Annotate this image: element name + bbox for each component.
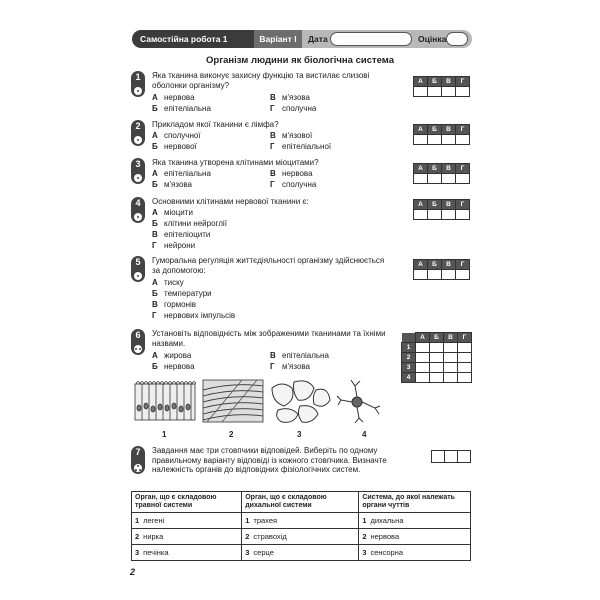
- table-row: 2 нирка 2 стравохід 2 нервова: [132, 529, 471, 545]
- variant-label: Варіант І: [254, 30, 302, 48]
- table-header: Орган, що є складовою дихальної системи: [242, 492, 359, 513]
- muscle-tissue-drawing: [202, 378, 264, 424]
- option: Г епітеліальної: [270, 142, 332, 151]
- answer-grid-5[interactable]: А Б В Г: [413, 259, 470, 280]
- option: Б нервової: [152, 142, 197, 151]
- option: Б нервова: [152, 362, 195, 371]
- table-header: Орган, що є складовою травної системи: [132, 492, 242, 513]
- option: Г м'язова: [270, 362, 310, 371]
- question-number-badge: 3: [131, 158, 145, 184]
- option: В нервова: [270, 169, 313, 178]
- question-text: Гуморальна регуляція життєдіяльності організму здійснюється за допомогою:: [152, 256, 385, 275]
- question-text: Завдання має три стовпчики відповідей. Виберіть по одному правильному варіанту відповіді із кожного стовпчика. Визначте належність органів до відповідних фізіологічних систем.: [152, 446, 387, 474]
- answer-boxes-7[interactable]: [431, 450, 470, 468]
- option: Г сполучна: [270, 104, 317, 113]
- answer-grid-4[interactable]: А Б В Г: [413, 199, 470, 220]
- date-field[interactable]: [330, 32, 412, 46]
- date-label: Дата: [308, 34, 328, 44]
- option: Б температури: [152, 289, 212, 298]
- option: А сполучної: [152, 131, 201, 140]
- question-text: Яка тканина утворена клітинами міоцитами?: [152, 158, 319, 167]
- illustration-number: 1: [162, 430, 167, 439]
- option: А міоцити: [152, 208, 193, 217]
- adipose-tissue-drawing: [270, 378, 332, 424]
- page-number: 2: [130, 567, 136, 577]
- question-number-badge: 4: [131, 197, 145, 223]
- page-title: Організм людини як біологічна система: [206, 55, 394, 66]
- option: А тиску: [152, 278, 184, 287]
- option: В епітеліальна: [270, 351, 329, 360]
- option: В гормонів: [152, 300, 197, 309]
- option: А епітеліальна: [152, 169, 211, 178]
- question-text: Установіть відповідність між зображеними тканинами та їхніми назвами.: [152, 329, 386, 348]
- question-number-badge: 5: [131, 256, 145, 282]
- grade-field[interactable]: [446, 32, 468, 46]
- question-number-badge: 6: [131, 329, 145, 355]
- table-header: Система, до якої належать органи чуттів: [359, 492, 471, 513]
- illustration-number: 2: [229, 430, 234, 439]
- option: Б м'язова: [152, 180, 192, 189]
- question-number-badge: 1: [131, 71, 145, 97]
- answer-grid-1[interactable]: А Б В Г: [413, 76, 470, 97]
- option: В м'язової: [270, 131, 313, 140]
- option: А жирова: [152, 351, 192, 360]
- question-number-badge: 7: [131, 446, 145, 474]
- option: Г нейрони: [152, 241, 196, 250]
- question-text: Яка тканина виконує захисну функцію та вистилає слизові оболонки організму?: [152, 71, 370, 90]
- header-bar: [132, 30, 472, 48]
- option: Б епітеліальна: [152, 104, 211, 113]
- matching-grid-6[interactable]: А Б В Г 1 2 3 4: [401, 332, 472, 383]
- work-label: Самостійна робота 1: [132, 30, 254, 48]
- illustration-number: 3: [297, 430, 302, 439]
- epithelial-tissue-drawing: [134, 378, 196, 424]
- question-text: Прикладом якої тканини є лімфа?: [152, 120, 279, 129]
- grade-label: Оцінка: [418, 34, 447, 44]
- answer-grid-2[interactable]: А Б В Г: [413, 124, 470, 145]
- table-row: 3 печінка 3 серце 3 сенсорна: [132, 545, 471, 561]
- option: А нервова: [152, 93, 195, 102]
- illustration-number: 4: [362, 430, 367, 439]
- table-row: 1 легені 1 трахея 1 дихальна: [132, 513, 471, 529]
- organ-system-table: [131, 491, 471, 561]
- option: В м'язова: [270, 93, 310, 102]
- question-number-badge: 2: [131, 120, 145, 146]
- question-text: Основними клітинами нервової тканини є:: [152, 197, 309, 206]
- option: Г нервових імпульсів: [152, 311, 236, 320]
- option: В епітеліоцити: [152, 230, 211, 239]
- neuron-drawing: [335, 378, 381, 424]
- option: Г сполучна: [270, 180, 317, 189]
- answer-grid-3[interactable]: А Б В Г: [413, 163, 470, 184]
- option: Б клітини нейроглії: [152, 219, 227, 228]
